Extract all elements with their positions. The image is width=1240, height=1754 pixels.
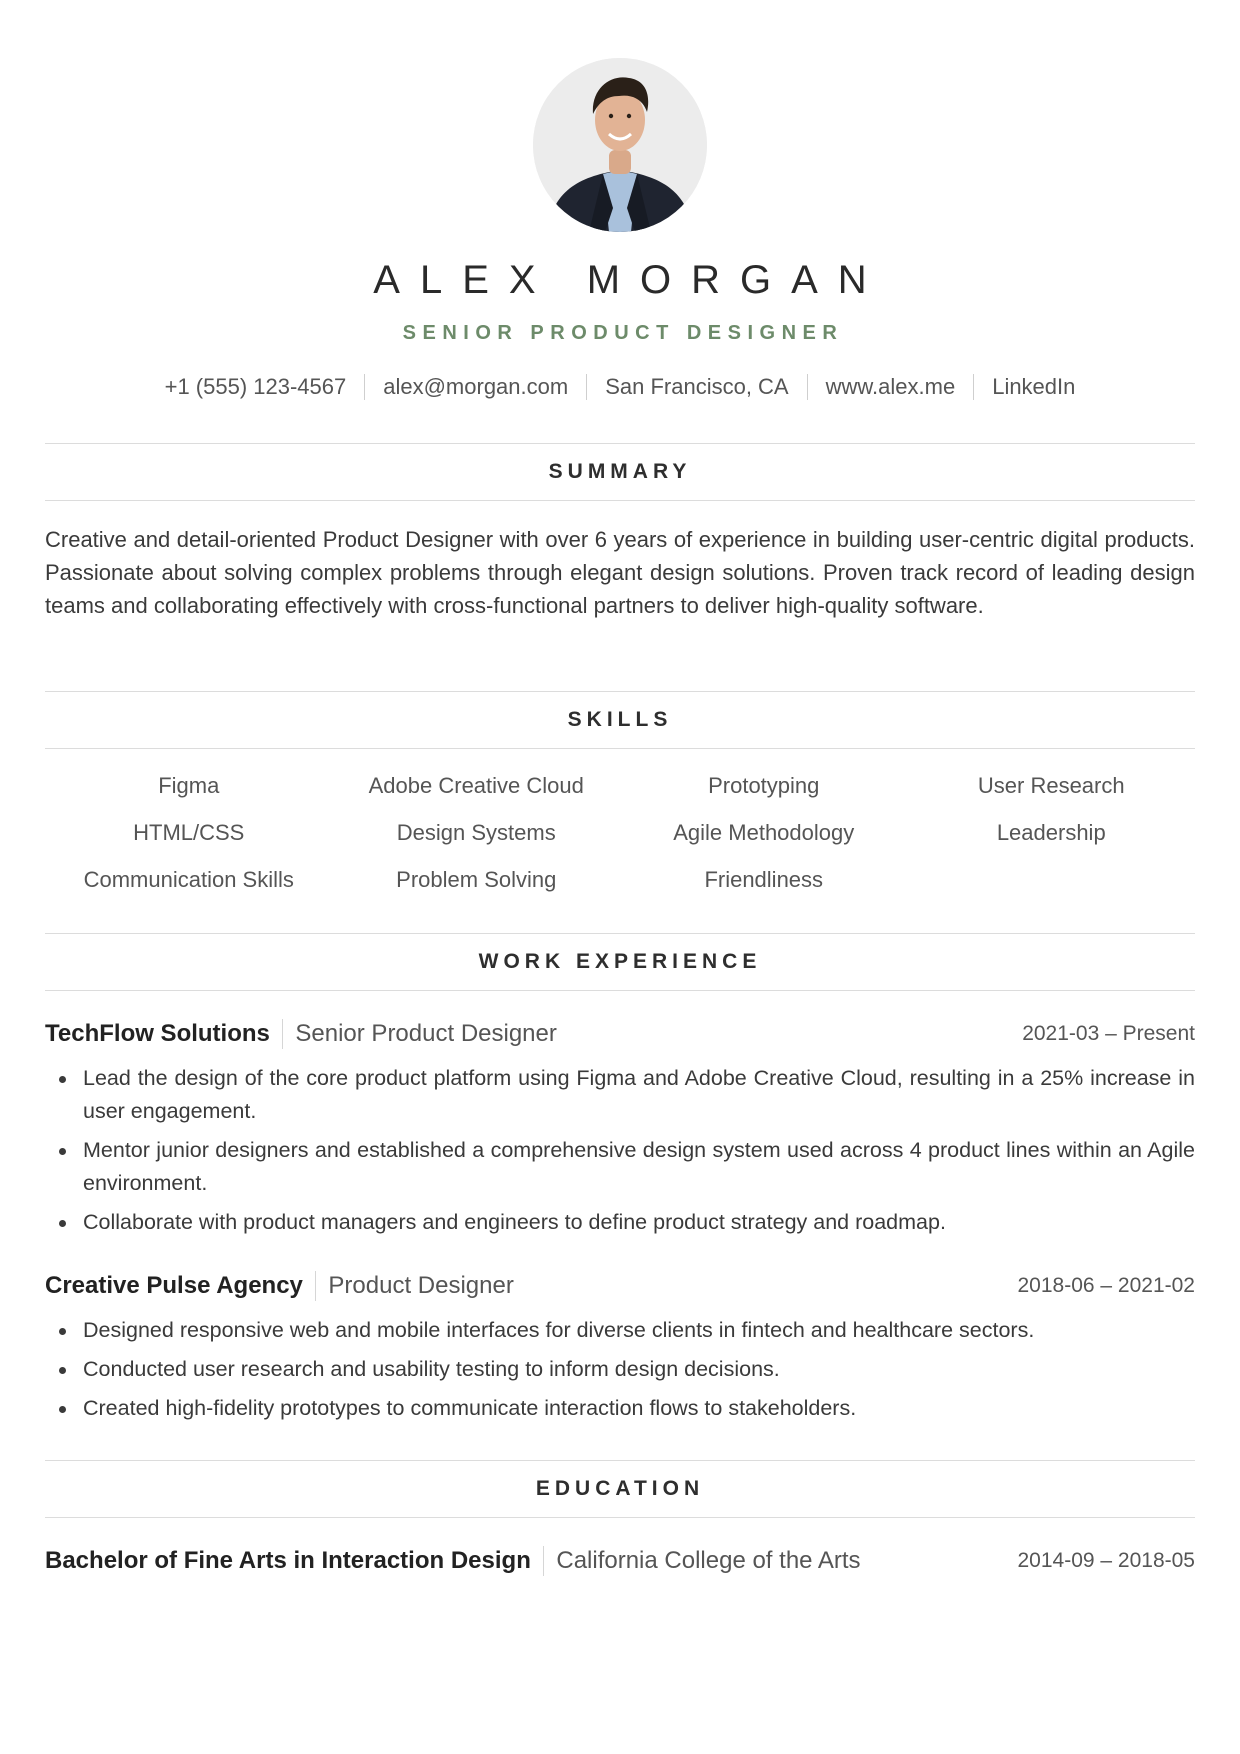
job-bullet: Designed responsive web and mobile interfaces for diverse clients in fintech and healthcare sectors. (45, 1314, 1195, 1347)
job-bullets (45, 1062, 1195, 1245)
skill-item: User Research (977, 773, 1125, 798)
contact-website[interactable]: www.alex.me (825, 374, 956, 400)
job-dates: 2021-03 – Present (1022, 1022, 1195, 1045)
job-bullet: Conducted user research and usability testing to inform design decisions. (45, 1353, 1195, 1386)
contact-phone[interactable]: +1 (555) 123-4567 (164, 374, 347, 400)
job-bullets (45, 1314, 1195, 1431)
education-school: California College of the Arts (556, 1547, 861, 1574)
candidate-name: ALEX MORGAN (373, 258, 887, 302)
contact-divider (364, 374, 365, 400)
skill-item: Problem Solving (396, 867, 557, 892)
job-bullet: Created high-fidelity prototypes to communicate interaction flows to stakeholders. (45, 1392, 1195, 1425)
skill-item: Friendliness (704, 867, 824, 892)
section-heading-experience: WORK EXPERIENCE (45, 933, 1195, 991)
skills-grid (45, 770, 1195, 895)
skill-item: HTML/CSS (133, 820, 245, 845)
education-degree: Bachelor of Fine Arts in Interaction Design (45, 1547, 531, 1574)
job-divider (282, 1019, 284, 1049)
job-bullet: Collaborate with product managers and engineers to define product strategy and roadmap. (45, 1206, 1195, 1239)
summary-text: Creative and detail-oriented Product Designer with over 6 years of experience in building user-centric digital products. Passionate about solving complex problems through elegant design solutions. Proven track record of leading design teams and collaborating effectively with cross-functional partners to deliver high-quality software. (45, 527, 1195, 618)
person-portrait-icon (533, 58, 707, 232)
candidate-title: SENIOR PRODUCT DESIGNER (402, 322, 844, 344)
contact-email[interactable]: alex@morgan.com (383, 374, 569, 400)
job-company: Creative Pulse Agency (45, 1272, 303, 1299)
section-heading-summary: SUMMARY (45, 443, 1195, 501)
education-header (45, 1546, 1195, 1580)
job-role: Product Designer (328, 1272, 514, 1299)
skill-item: Prototyping (708, 773, 820, 798)
contact-divider (973, 374, 974, 400)
contact-line (0, 373, 1240, 400)
job-bullet: Mentor junior designers and established a comprehensive design system used across 4 product lines within an Agile environment. (45, 1134, 1195, 1200)
skill-item: Communication Skills (83, 867, 294, 892)
job-bullet: Lead the design of the core product platform using Figma and Adobe Creative Cloud, resulting in a 25% increase in user engagement. (45, 1062, 1195, 1128)
skill-item: Figma (158, 773, 220, 798)
job-role: Senior Product Designer (295, 1020, 557, 1047)
contact-divider (586, 374, 587, 400)
profile-photo (533, 58, 707, 232)
skill-item: Agile Methodology (673, 820, 855, 845)
contact-divider (807, 374, 808, 400)
skill-item: Design Systems (396, 820, 556, 845)
skill-item: Leadership (996, 820, 1106, 845)
contact-linkedin[interactable]: LinkedIn (992, 374, 1076, 400)
education-dates: 2014-09 – 2018-05 (1017, 1549, 1195, 1572)
section-heading-skills: SKILLS (45, 691, 1195, 749)
contact-location: San Francisco, CA (605, 374, 789, 400)
job-dates: 2018-06 – 2021-02 (1017, 1274, 1195, 1297)
job-header (45, 1019, 1195, 1053)
education-divider (543, 1546, 545, 1576)
job-company: TechFlow Solutions (45, 1020, 270, 1047)
job-header (45, 1271, 1195, 1305)
section-heading-education: EDUCATION (45, 1460, 1195, 1518)
skill-item: Adobe Creative Cloud (368, 773, 584, 798)
job-divider (315, 1271, 317, 1301)
